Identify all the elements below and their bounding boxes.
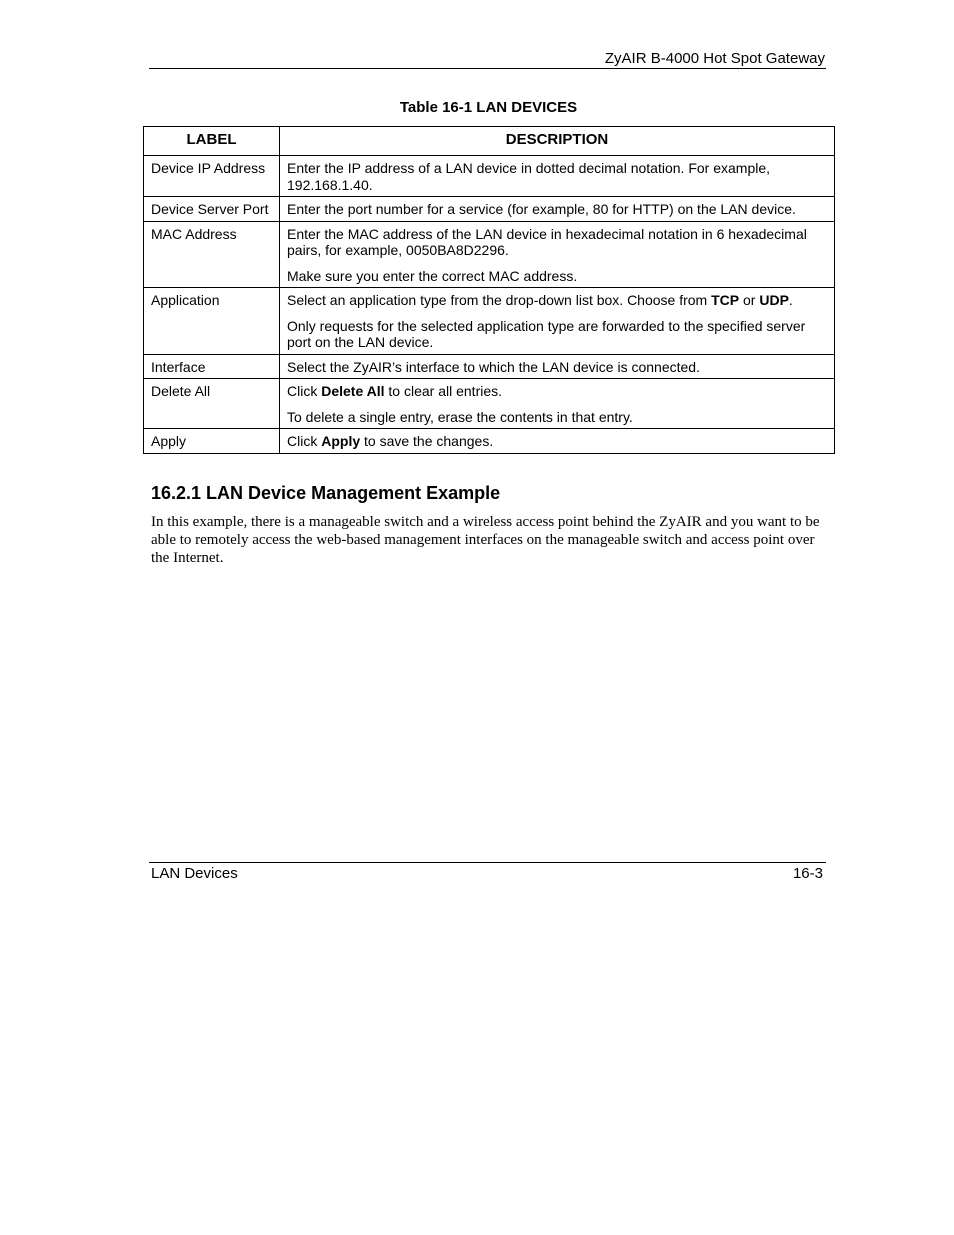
- text-run: To delete a single entry, erase the contents in that entry.: [287, 408, 633, 425]
- column-header-label: LABEL: [144, 127, 280, 156]
- description-paragraph: [287, 318, 827, 351]
- row-label: Apply: [144, 429, 280, 454]
- table-caption: Table 16-1 LAN DEVICES: [399, 99, 578, 116]
- row-description: [280, 429, 835, 454]
- section-heading: 16.2.1 LAN Device Management Example: [151, 483, 501, 503]
- row-label: Application: [144, 288, 280, 355]
- description-paragraph: [287, 160, 827, 193]
- table-row: [144, 354, 835, 379]
- row-label: Interface: [144, 354, 280, 379]
- text-run: or: [739, 292, 760, 308]
- table-row: [144, 429, 835, 454]
- bold-term: Delete All: [321, 383, 385, 399]
- row-label: Device IP Address: [144, 156, 280, 197]
- description-paragraph: [287, 359, 827, 376]
- description-paragraph: [287, 268, 827, 285]
- text-run: to clear all entries.: [384, 383, 503, 399]
- body-paragraph: In this example, there is a manageable switch and a wireless access point behind the ZyAIR and you want to be able to remotely access the web-based management interfaces on the manageable switch and access point over the Internet.: [151, 514, 820, 566]
- text-run: Make sure you enter the correct MAC address.: [287, 267, 578, 284]
- page-footer: [149, 862, 826, 882]
- description-paragraph: [287, 409, 827, 426]
- table-row: [144, 156, 835, 197]
- table-row: [144, 197, 835, 222]
- footer-page-number: 16-3: [792, 865, 823, 882]
- bold-term: Apply: [321, 433, 361, 449]
- document-title: ZyAIR B-4000 Hot Spot Gateway: [604, 50, 825, 67]
- table-row: [144, 288, 835, 355]
- row-label: Delete All: [144, 379, 280, 429]
- bold-term: UDP: [759, 292, 789, 308]
- text-run: Only requests for the selected application type are forwarded to the specified server port on the LAN device.: [287, 317, 806, 350]
- footer-chapter-title: LAN Devices: [151, 865, 238, 882]
- row-description: [280, 197, 835, 222]
- text-run: Select the ZyAIR’s interface to which the LAN device is connected.: [287, 358, 700, 375]
- table-row: [144, 379, 835, 429]
- text-run: Enter the port number for a service (for example, 80 for HTTP) on the LAN device.: [287, 201, 796, 217]
- row-description: [280, 354, 835, 379]
- row-description: [280, 221, 835, 288]
- text-run: .: [788, 292, 793, 308]
- description-paragraph: [287, 292, 827, 309]
- row-description: [280, 379, 835, 429]
- row-description: [280, 288, 835, 355]
- text-run: Click: [287, 433, 322, 449]
- table-header-row: [144, 127, 835, 156]
- description-paragraph: [287, 201, 827, 218]
- text-run: Enter the IP address of a LAN device in dotted decimal notation. For example, 192.168.1.40.: [287, 160, 771, 193]
- row-label: MAC Address: [144, 221, 280, 288]
- description-paragraph: [287, 433, 827, 450]
- text-run: to save the changes.: [360, 433, 494, 449]
- bold-term: TCP: [711, 292, 740, 308]
- page-header: [149, 48, 826, 69]
- lan-devices-table: [143, 126, 835, 454]
- description-paragraph: [287, 383, 827, 400]
- table-body: [144, 156, 835, 454]
- row-label: Device Server Port: [144, 197, 280, 222]
- column-header-description: DESCRIPTION: [280, 127, 835, 156]
- text-run: Select an application type from the drop-down list box. Choose from: [287, 292, 712, 308]
- description-paragraph: [287, 226, 827, 259]
- row-description: [280, 156, 835, 197]
- text-run: Enter the MAC address of the LAN device in hexadecimal notation in 6 hexadecimal pairs, for example, 0050BA8D2296.: [287, 225, 807, 258]
- text-run: Click: [287, 383, 322, 399]
- table-row: [144, 221, 835, 288]
